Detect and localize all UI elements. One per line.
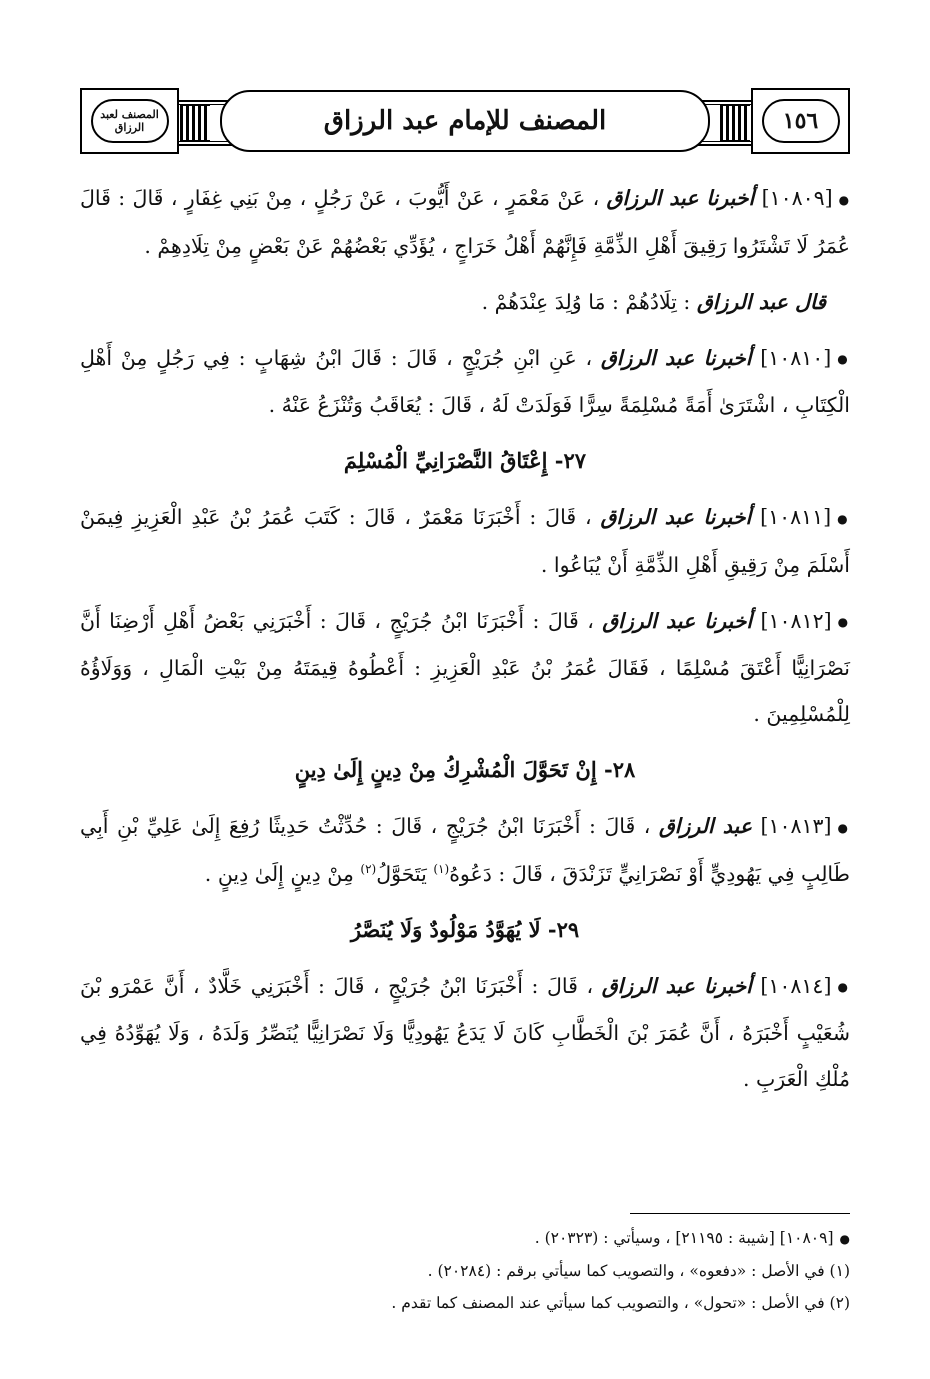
footnote-marker-1[interactable]: (١) [433,861,450,876]
hadith-ref: [١٠٨١٣] [760,814,832,838]
hadith-10814 [80,963,850,1103]
hadith-text: ، قَالَ : أَخْبَرَنَا ابْنُ جُرَيْجٍ ، قَالَ : أَخْبَرَنِي خَلَّادٌ ، أَنَّ عَمْرَو بْنَ شُعَيْبٍ أَخْبَرَهُ ، أَنَّ عُمَرَ بْنَ الْخَطَّابِ كَانَ لَا يَدَعُ يَهُودِيًّا وَلَا نَصْرَانِيًّا يُنَصِّرُ وَلَدَهُ ، وَلَا يُهَوِّدُهُ فِي مُلْكِ الْعَرَبِ . [80,973,850,1091]
footnote-marker-2[interactable]: (٢) [360,861,377,876]
hadith-10810 [80,335,850,429]
commentary-text: : تِلَادُهُمْ : مَا وُلِدَ عِنْدَهُمْ . [481,289,691,314]
bullet-icon: ● [837,511,850,526]
footnote-1: (١) في الأصل : «دفعوه» ، والتصويب كما سيأتي برقم : (٢٠٢٨٤) . [427,1262,850,1280]
hadith-10813 [80,803,850,897]
hadith-lead: عبد الرزاق [658,814,752,838]
hadith-text: ، عَنْ مَعْمَرٍ ، عَنْ أَيُّوبَ ، عَنْ رَجُلٍ ، مِنْ بَنِي غِفَارٍ ، قَالَ : قَالَ عُمَرُ لَا تَشْتَرُوا رَقِيقَ أَهْلِ الذِّمَّةِ فَإِنَّهُمْ أَهْلُ خَرَاجٍ ، يُؤَدِّي بَعْضُهُمْ عَنْ بَعْضٍ مِنْ تِلَادِهِمْ . [80,186,850,258]
hadith-ref: [١٠٨٠٩] [761,186,833,210]
hadith-text: ، عَنِ ابْنِ جُرَيْجٍ ، قَالَ : قَالَ ابْنُ شِهَابٍ : فِي رَجُلٍ مِنْ أَهْلِ الْكِتَابِ ، اشْتَرَىٰ أَمَةً مُسْلِمَةً سِرًّا فَوَلَدَتْ لَهُ ، قَالَ : يُعَاقَبُ وَتُنْزَعُ عَنْهُ . [80,345,850,417]
main-text [80,175,850,1112]
hadith-text: ، قَالَ : أَخْبَرَنَا ابْنُ جُرَيْجٍ ، قَالَ : أَخْبَرَنِي بَعْضُ أَهْلِ أَرْضِنَا أَنَّ نَصْرَانِيًّا أَعْتَقَ مُسْلِمًا ، فَقَالَ عُمَرُ بْنُ عَبْدِ الْعَزِيزِ : أَعْطُوهُ قِيمَتَهُ مِنْ بَيْتِ الْمَالِ ، وَوَلَاؤُهُ لِلْمُسْلِمِينَ . [80,608,850,726]
chapter-heading-27: ٢٧- إِعْتَاقُ النَّصْرَانِيِّ الْمُسْلِمَ [343,448,587,473]
bullet-icon: ● [838,192,850,207]
seal-text: المصنف لعبد الرزاق [100,107,159,134]
commentary-lead: قال عبد الرزاق [696,289,826,314]
hadith-ref: [١٠٨١٤] [760,973,832,998]
hadith-text: مِنْ دِينٍ إِلَىٰ دِينٍ . [204,861,354,886]
hadith-lead: أخبرنا عبد الرزاق [602,608,753,633]
chapter-heading-29: ٢٩- لَا يُهَوَّدُ مَوْلُودٌ وَلَا يُنَصَّرُ [350,916,580,942]
footnotes [80,1222,850,1319]
footnote-source: ●[١٠٨٠٩] [شيبة : ٢١١٩٥] ، وسيأتي : (٢٠٣٢٣) . [534,1229,850,1247]
header-ornament-right [720,104,750,142]
hadith-10811 [80,494,850,588]
chapter-heading-28: ٢٨- إِنْ تَحَوَّلَ الْمُشْرِكُ مِنْ دِينٍ إِلَىٰ دِينٍ [294,757,636,782]
footnote-rule [630,1213,850,1214]
page-number-box [751,88,850,154]
hadith-lead: أخبرنا عبد الرزاق [600,505,752,529]
bullet-icon: ● [839,1232,850,1246]
hadith-text: يَتَحَوَّلُ [376,861,427,886]
hadith-ref: [١٠٨١٢] [760,608,832,633]
bullet-icon: ● [837,352,850,366]
running-title: المصنف للإمام عبد الرزاق [220,90,710,152]
hadith-ref: [١٠٨١٠] [760,345,832,370]
hadith-lead: أخبرنا عبد الرزاق [601,973,752,998]
hadith-10809 [80,175,850,269]
page-header [80,88,850,154]
hadith-ref: [١٠٨١١] [760,505,832,529]
bullet-icon: ● [837,820,850,835]
header-seal [91,99,169,143]
bullet-icon: ● [837,980,850,994]
header-seal-box [80,88,179,154]
hadith-lead: أخبرنا عبد الرزاق [600,345,752,370]
footnote-2: (٢) في الأصل : «تحول» ، والتصويب كما سيأتي عند المصنف كما تقدم . [391,1294,850,1312]
header-ornament-left [180,104,210,142]
commentary [80,279,850,325]
hadith-10812 [80,598,850,738]
hadith-lead: أخبرنا عبد الرزاق [606,186,755,210]
hadith-text: ، قَالَ : أَخْبَرَنَا مَعْمَرٌ ، قَالَ : كَتَبَ عُمَرُ بْنُ عَبْدِ الْعَزِيزِ فِيمَنْ أَسْلَمَ مِنْ رَقِيقِ أَهْلِ الذِّمَّةِ أَنْ يُبَاعُوا . [80,505,850,577]
page-number: ١٥٦ [762,99,840,143]
hadith-text: ، قَالَ : أَخْبَرَنَا ابْنُ جُرَيْجٍ ، قَالَ : حُدِّثْتُ حَدِيثًا رُفِعَ إِلَىٰ عَلِيِّ بْنِ أَبِي طَالِبٍ فِي يَهُودِيٍّ أَوْ نَصْرَانِيٍّ تَزَنْدَقَ ، قَالَ : دَعُوهُ [80,814,850,886]
bullet-icon: ● [837,615,850,629]
